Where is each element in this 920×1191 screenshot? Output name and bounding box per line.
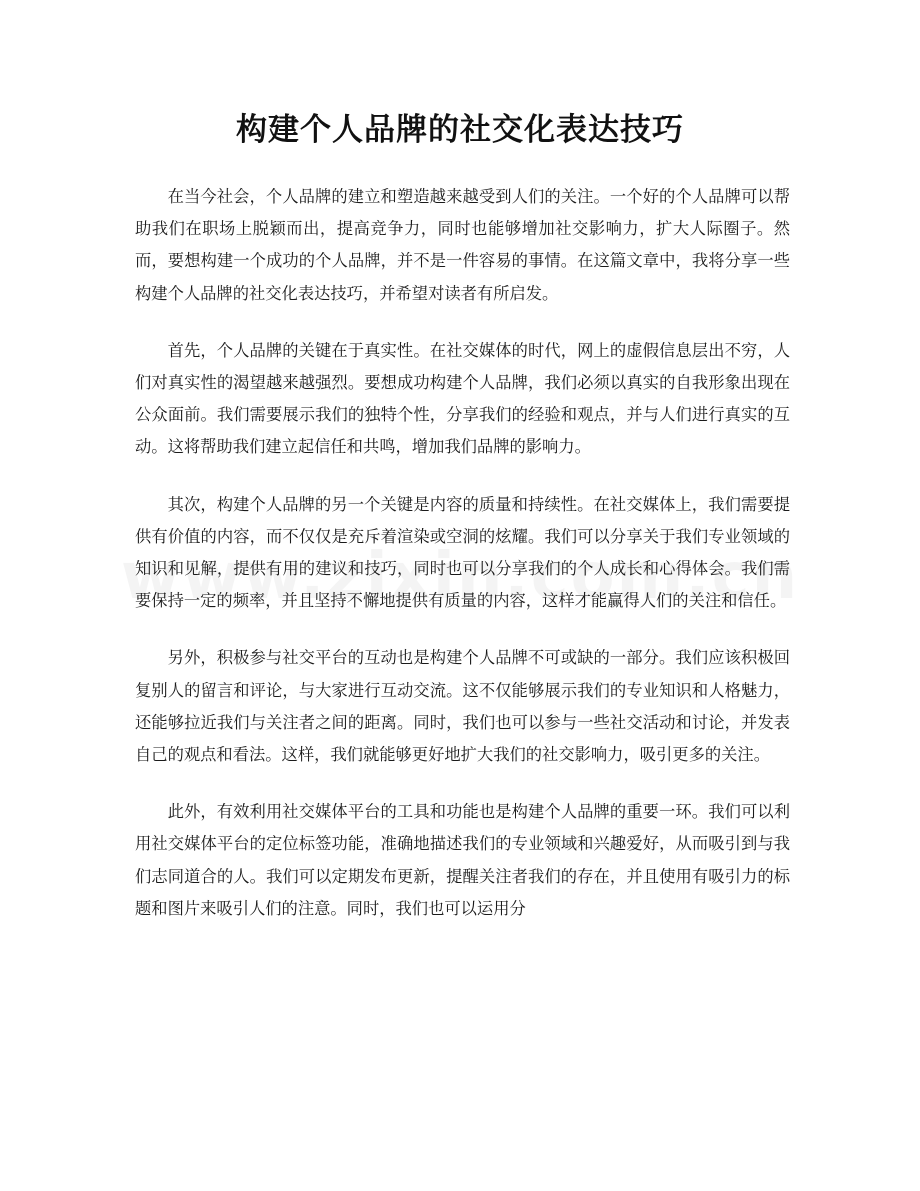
paragraph-1: 在当今社会，个人品牌的建立和塑造越来越受到人们的关注。一个好的个人品牌可以帮助我们在职场上脱颖而出，提高竞争力，同时也能够增加社交影响力，扩大人际圈子。然而，要想构建一个成功的个人品牌，并不是一件容易的事情。在这篇文章中，我将分享一些构建个人品牌的社交化表达技巧，并希望对读者有所启发。 bbox=[135, 187, 790, 303]
page-title: 构建个人品牌的社交化表达技巧 bbox=[236, 112, 684, 148]
paragraph-3: 其次，构建个人品牌的另一个关键是内容的质量和持续性。在社交媒体上，我们需要提供有价值的内容，而不仅仅是充斥着渲染或空洞的炫耀。我们可以分享关于我们专业领域的知识和见解，提供有用的建议和技巧，同时也可以分享我们的个人成长和心得体会。我们需要保持一定的频率，并且坚持不懈地提供有质量的内容，这样才能赢得人们的关注和信任。 bbox=[135, 494, 790, 611]
paragraph-2: 首先，个人品牌的关键在于真实性。在社交媒体的时代，网上的虚假信息层出不穷，人们对真实性的渴望越来越强烈。要想成功构建个人品牌，我们必须以真实的自我形象出现在公众面前。我们需要展示我们的独特个性，分享我们的经验和观点，并与人们进行真实的互动。这将帮助我们建立起信任和共鸣，增加我们品牌的影响力。 bbox=[135, 340, 790, 457]
paragraph-4: 另外，积极参与社交平台的互动也是构建个人品牌不可或缺的一部分。我们应该积极回复别人的留言和评论，与大家进行互动交流。这不仅能够展示我们的专业知识和人格魅力，还能够拉近我们与关注者之间的距离。同时，我们也可以参与一些社交活动和讨论，并发表自己的观点和看法。这样，我们就能够更好地扩大我们的社交影响力，吸引更多的关注。 bbox=[135, 648, 790, 765]
paragraph-5: 此外，有效利用社交媒体平台的工具和功能也是构建个人品牌的重要一环。我们可以利用社交媒体平台的定位标签功能，准确地描述我们的专业领域和兴趣爱好，从而吸引到与我们志同道合的人。我们可以定期发布更新，提醒关注者我们的存在，并且使用有吸引力的标题和图片来吸引人们的注意。同时，我们也可以运用分 bbox=[135, 802, 790, 918]
article-body bbox=[135, 181, 790, 950]
